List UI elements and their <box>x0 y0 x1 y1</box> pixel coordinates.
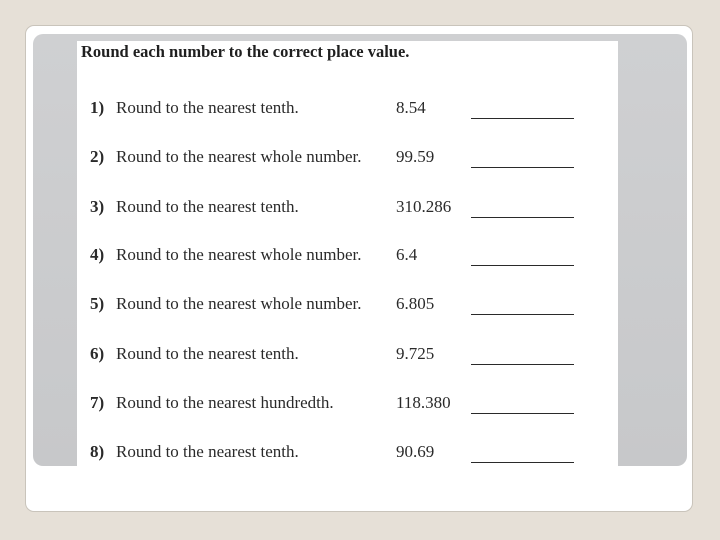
problem-value: 118.380 <box>396 393 451 412</box>
worksheet-title: Round each number to the correct place value. <box>81 42 410 61</box>
problem-row <box>77 294 618 318</box>
problem-instruction: Round to the nearest whole number. <box>116 147 362 166</box>
problem-number: 3) <box>90 197 105 216</box>
answer-blank <box>471 413 574 414</box>
problem-value: 6.805 <box>396 294 435 313</box>
problem-row <box>77 147 618 171</box>
answer-blank <box>471 167 574 168</box>
problem-instruction: Round to the nearest hundredth. <box>116 393 334 412</box>
problem-number: 5) <box>90 294 105 313</box>
problem-value: 90.69 <box>396 442 435 461</box>
answer-blank <box>471 217 574 218</box>
problem-number: 6) <box>90 344 105 363</box>
problem-number: 4) <box>90 245 105 264</box>
problem-row <box>77 344 618 368</box>
problem-row <box>77 197 618 221</box>
problem-value: 9.725 <box>396 344 435 363</box>
problem-instruction: Round to the nearest tenth. <box>116 442 299 461</box>
problem-instruction: Round to the nearest tenth. <box>116 98 299 117</box>
problem-instruction: Round to the nearest whole number. <box>116 294 362 313</box>
answer-blank <box>471 118 574 119</box>
problem-instruction: Round to the nearest whole number. <box>116 245 362 264</box>
problem-value: 99.59 <box>396 147 435 166</box>
problem-instruction: Round to the nearest tenth. <box>116 344 299 363</box>
problem-value: 6.4 <box>396 245 418 264</box>
answer-blank <box>471 314 574 315</box>
problem-row <box>77 442 618 466</box>
problem-value: 8.54 <box>396 98 426 117</box>
problem-row <box>77 245 618 269</box>
problem-value: 310.286 <box>396 197 452 216</box>
answer-blank <box>471 265 574 266</box>
problem-number: 8) <box>90 442 105 461</box>
answer-blank <box>471 462 574 463</box>
worksheet-image <box>77 41 618 466</box>
problem-number: 2) <box>90 147 105 166</box>
problem-instruction: Round to the nearest tenth. <box>116 197 299 216</box>
problem-number: 1) <box>90 98 105 117</box>
problem-number: 7) <box>90 393 105 412</box>
problem-row <box>77 98 618 122</box>
answer-blank <box>471 364 574 365</box>
problem-row <box>77 393 618 417</box>
